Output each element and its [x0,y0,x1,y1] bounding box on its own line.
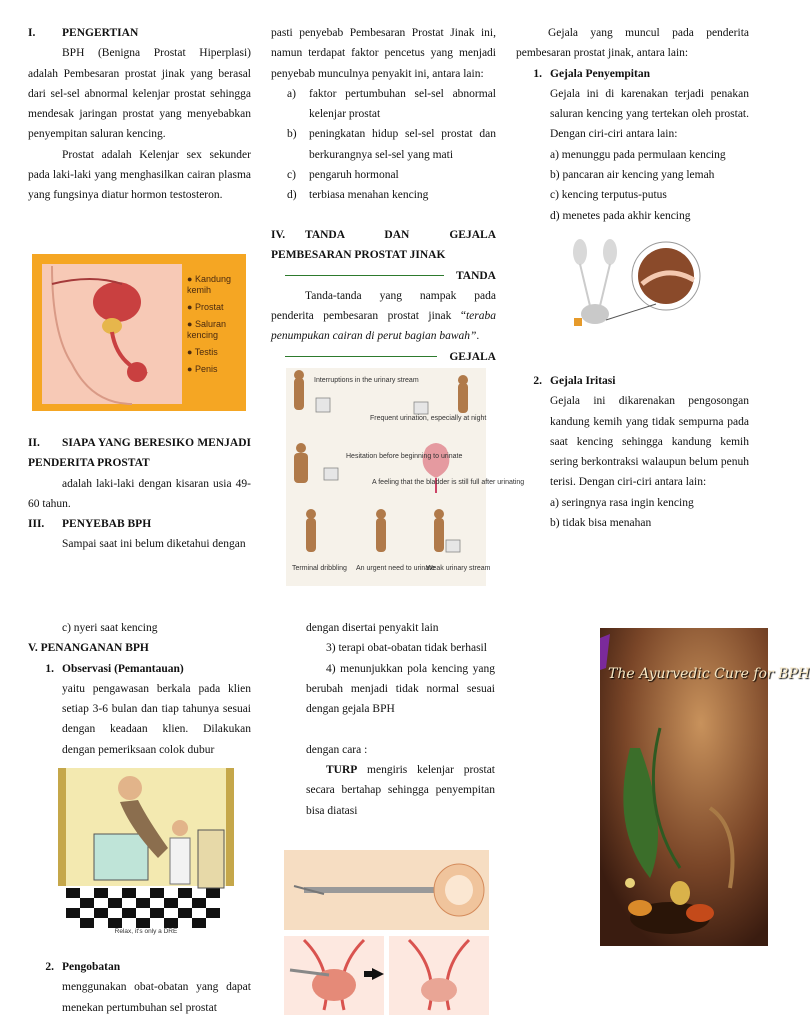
factor-item: a) faktor pertumbuhan sel-sel abnormal kelenjar prostat [287,87,496,121]
method-label: dengan cara : [306,743,368,756]
turp-text: TURP mengiris kelenjar prostat secara bertahap sehingga penyempitan bisa diatasi [306,764,495,817]
section-2-text: adalah laki-laki dengan kisaran usia 49-60 tahun. [28,477,251,510]
section-5-heading: V. PENANGANAN BPH [28,642,149,655]
symptom-1-item: b) pancaran air kencing yang lemah [550,169,715,182]
turp-figure [284,850,489,1015]
treatment-2-heading: 2. Pengobatan [45,961,121,973]
column-3-lower [516,371,749,533]
column-1 [28,23,251,206]
column-5 [306,618,495,821]
tanda-heading: TANDA [271,266,496,286]
factor-item: d) terbiasa menahan kencing [287,189,429,202]
symptom-1-item: a) menunggu pada permulaan kencing [550,148,726,161]
anatomy-legend: ● Kandung kemih ● Prostat ● Saluran kencing ● Testis ● Penis [187,274,231,374]
gejala-heading: GEJALA [271,347,496,367]
section-1-heading: I. PENGERTIAN [28,27,139,39]
svg-text:Weak urinary stream: Weak urinary stream [426,565,491,572]
urinary-system-figure [556,234,702,347]
cover-image [600,628,810,946]
column-2-sec4 [271,225,496,367]
section-2-heading: II. SIAPA YANG BERESIKO MENJADI PENDERITA PROSTAT [28,437,251,470]
surgery-item-4: 4) menunjukkan pola kencing yang berubah menjadi tidak normal sesuai dengan gejala BPH [306,662,495,716]
svg-text:A feeling that the bladder is: A feeling that the bladder is still full after urinating [372,479,525,486]
tanda-text: Tanda-tanda yang nampak pada penderita pembesaran prostat jinak “teraba penumpukan cairan di perut bagian bawah”. [271,289,496,343]
section-3-heading: III. PENYEBAB BPH [28,518,152,531]
anatomy-figure [32,254,246,411]
symptoms-intro: Gejala yang muncul pada penderita pembesaran prostat jinak, antara lain: [516,27,749,60]
svg-text:Interruptions in the urinary s: Interruptions in the urinary stream [314,377,419,384]
column-4 [28,618,251,760]
surgery-continuation: dengan disertai penyakit lain [306,622,439,634]
symptoms-figure [286,368,525,586]
treatment-2-text: menggunakan obat-obatan yang dapat menekan pertumbuhan sel prostat [62,981,251,1014]
irritation-item-c: c) nyeri saat kencing [62,622,158,634]
prostate-paragraph: Prostat adalah Kelenjar sex sekunder pada laki-laki yang menghasilkan cairan plasma yang fungsinya diatur hormon testosteron. [28,148,251,202]
symptom-2-heading: 2. Gejala Iritasi [533,375,616,387]
factor-item: c) pengaruh hormonal [287,169,399,182]
svg-text:An urgent need to urinate: An urgent need to urinate [356,565,436,572]
treatment-1-text: yaitu pengawasan berkala pada klien setiap 3-6 bulan dan tiap tahunya sesuai dengan keadaan klien. Dilakukan dengan pemeriksaan colok dubur [62,682,251,756]
cause-continuation: pasti penyebab Pembesaran Prostat Jinak ini, namun terdapat faktor pencetus yang menjadi penyebab munculnya penyakit ini, antara lain: [271,27,496,80]
cartoon-caption: Relax, it's only a DRE [114,928,178,935]
cover-title: The Ayurvedic Cure for BPH [608,666,810,682]
symptom-2-text: Gejala ini dikarenakan pengosongan kandung kemih yang tidak sempurna pada saat kencing sehingga kandung kemih sering berkontraksi walaupun belum penuh terisi. Dengan ciri-ciri antara lain: [550,395,749,489]
column-2 [271,23,496,206]
svg-text:Terminal dribbling: Terminal dribbling [292,565,347,572]
symptom-1-heading: 1. Gejala Penyempitan [533,67,650,80]
symptom-1-item: d) menetes pada akhir kencing [550,209,691,222]
symptom-1-text: Gejala ini di karenakan terjadi penakan saluran kencing yang tertekan oleh prostat. Dengan ciri-ciri antara lain: [550,87,749,141]
treatment-1-heading: 1. Observasi (Pemantauan) [45,662,184,675]
factor-item: b) peningkatan hidup sel-sel prostat dan berkurangnya sel-sel yang mati [287,128,496,161]
symptom-2-item: b) tidak bisa menahan [550,517,652,530]
dre-cartoon-figure [58,768,234,938]
section-4-heading: IV. TANDA DAN GEJALA PEMBESARAN PROSTAT JINAK [271,229,496,262]
symptom-1-item: c) kencing terputus-putus [550,189,667,202]
symptom-2-item: a) seringnya rasa ingin kencing [550,496,694,509]
column-4-lower [28,957,251,1018]
surgery-item-3: 3) terapi obat-obatan tidak berhasil [326,642,487,655]
svg-text:Hesitation before beginning to: Hesitation before beginning to urinate [346,453,463,460]
column-3 [516,23,749,226]
section-3-text: Sampai saat ini belum diketahui dengan [62,538,246,551]
definition-paragraph: BPH (Benigna Prostat Hiperplasi) adalah Pembesaran prostat jinak yang berasal dari sel-sel abnormal kelenjar prostat sehingga mendesak jaringan prostat yang menyebabkan penyempitan saluran kencing. [28,47,251,141]
factor-list [271,84,496,206]
svg-text:Frequent urination, especially: Frequent urination, especially at night [370,415,487,422]
column-1-lower [28,433,251,555]
